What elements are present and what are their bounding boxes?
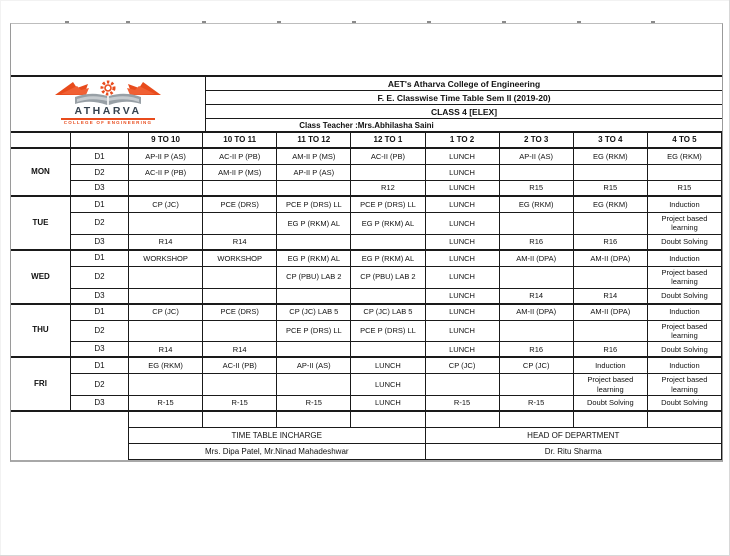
- timetable-cell: [203, 289, 277, 305]
- timetable-cell: [277, 181, 351, 197]
- empty-cell: [500, 412, 574, 428]
- timetable-cell: [129, 321, 203, 343]
- timetable-cell: EG (RKM): [574, 149, 648, 165]
- timetable-cell: CP (JC): [500, 358, 574, 374]
- logo-cell: [11, 77, 206, 131]
- empty-cell: [129, 412, 203, 428]
- empty-cell: [351, 412, 425, 428]
- timetable-cell: AM-II P (MS): [203, 165, 277, 181]
- timetable-sheet: [10, 23, 723, 462]
- session-label: D1: [71, 358, 129, 374]
- timetable-cell: PCE P (DRS) LL: [277, 321, 351, 343]
- timetable-cell: PCE P (DRS) LL: [351, 321, 425, 343]
- timetable-cell: [426, 374, 500, 396]
- timetable-cell: PCE (DRS): [203, 197, 277, 213]
- timetable-cell: R15: [574, 181, 648, 197]
- day-label: FRI: [11, 358, 71, 412]
- timetable-cell: LUNCH: [426, 197, 500, 213]
- grid-corner-session: [71, 133, 129, 149]
- timetable-incharge-names: Mrs. Dipa Patel, Mr.Ninad Mahadeshwar: [129, 444, 426, 460]
- timetable-cell: EG P (RKM) AL: [277, 251, 351, 267]
- timetable-cell: LUNCH: [426, 165, 500, 181]
- timetable-cell: AP-II P (AS): [129, 149, 203, 165]
- timetable-cell: [203, 374, 277, 396]
- timetable-cell: R-15: [277, 396, 351, 412]
- timetable-cell: Doubt Solving: [648, 342, 722, 358]
- timetable-cell: [129, 289, 203, 305]
- timetable-cell: R16: [574, 235, 648, 251]
- timetable-cell: EG (RKM): [129, 358, 203, 374]
- timetable-cell: Project based learning: [574, 374, 648, 396]
- timetable-cell: CP (JC): [129, 197, 203, 213]
- timetable-cell: [129, 374, 203, 396]
- timetable-cell: LUNCH: [351, 374, 425, 396]
- timetable-cell: LUNCH: [426, 213, 500, 235]
- session-label: D3: [71, 289, 129, 305]
- timetable-cell: LUNCH: [426, 235, 500, 251]
- timetable-cell: WORKSHOP: [129, 251, 203, 267]
- grid-corner-day: [11, 133, 71, 149]
- timetable-cell: [129, 213, 203, 235]
- timetable-cell: [500, 267, 574, 289]
- timetable-cell: LUNCH: [426, 321, 500, 343]
- session-label: D1: [71, 149, 129, 165]
- timetable-cell: LUNCH: [426, 149, 500, 165]
- time-header: 11 TO 12: [277, 133, 351, 149]
- timetable-cell: PCE P (DRS) LL: [351, 197, 425, 213]
- day-label: WED: [11, 251, 71, 305]
- timetable-cell: [203, 213, 277, 235]
- timetable-cell: LUNCH: [426, 305, 500, 321]
- timetable-cell: EG (RKM): [648, 149, 722, 165]
- session-label: D1: [71, 197, 129, 213]
- timetable-cell: PCE (DRS): [203, 305, 277, 321]
- time-header: 1 TO 2: [426, 133, 500, 149]
- timetable-cell: LUNCH: [426, 289, 500, 305]
- timetable-incharge-title: TIME TABLE INCHARGE: [129, 428, 426, 444]
- timetable-cell: R-15: [129, 396, 203, 412]
- timetable-cell: [277, 342, 351, 358]
- timetable-cell: R14: [203, 235, 277, 251]
- timetable-cell: R14: [203, 342, 277, 358]
- timetable-cell: R-15: [426, 396, 500, 412]
- timetable-cell: CP (JC) LAB 5: [277, 305, 351, 321]
- timetable-cell: Project based learning: [648, 374, 722, 396]
- empty-cell: [203, 412, 277, 428]
- timetable-cell: EG P (RKM) AL: [351, 213, 425, 235]
- timetable-cell: [129, 181, 203, 197]
- time-header: 2 TO 3: [500, 133, 574, 149]
- timetable-cell: AC-II P (PB): [203, 149, 277, 165]
- timetable-cell: EG (RKM): [574, 197, 648, 213]
- empty-cell: [426, 412, 500, 428]
- timetable-cell: LUNCH: [426, 251, 500, 267]
- session-label: D3: [71, 396, 129, 412]
- time-header: 4 TO 5: [648, 133, 722, 149]
- timetable-cell: AM-II (DPA): [500, 251, 574, 267]
- timetable-cell: LUNCH: [351, 358, 425, 374]
- timetable-cell: AP-II P (AS): [277, 165, 351, 181]
- time-header: 10 TO 11: [203, 133, 277, 149]
- timetable-cell: Doubt Solving: [574, 396, 648, 412]
- timetable-cell: [648, 165, 722, 181]
- session-label: D2: [71, 213, 129, 235]
- timetable-cell: WORKSHOP: [203, 251, 277, 267]
- timetable-cell: R16: [574, 342, 648, 358]
- timetable-cell: EG P (RKM) AL: [277, 213, 351, 235]
- timetable-cell: Induction: [648, 358, 722, 374]
- session-label: D3: [71, 235, 129, 251]
- time-header: 9 TO 10: [129, 133, 203, 149]
- class-title: CLASS 4 [ELEX]: [206, 105, 722, 119]
- timetable-cell: AC-II (PB): [351, 149, 425, 165]
- timetable-cell: [203, 321, 277, 343]
- empty-cell: [574, 412, 648, 428]
- timetable-cell: Induction: [648, 305, 722, 321]
- timetable-cell: R15: [648, 181, 722, 197]
- timetable-cell: CP (JC) LAB 5: [351, 305, 425, 321]
- empty-cell: [648, 412, 722, 428]
- timetable-cell: [351, 289, 425, 305]
- timetable-cell: LUNCH: [426, 181, 500, 197]
- timetable-cell: [500, 374, 574, 396]
- session-label: D1: [71, 251, 129, 267]
- timetable-cell: R-15: [500, 396, 574, 412]
- session-label: D3: [71, 342, 129, 358]
- timetable-cell: [351, 342, 425, 358]
- timetable-cell: LUNCH: [351, 396, 425, 412]
- timetable-cell: [129, 267, 203, 289]
- timetable-cell: AC-II P (PB): [129, 165, 203, 181]
- class-teacher: Class Teacher :Mrs.Abhilasha Saini: [299, 120, 434, 130]
- timetable-cell: [500, 213, 574, 235]
- session-label: D2: [71, 374, 129, 396]
- timetable-cell: [574, 321, 648, 343]
- timetable-cell: Project based learning: [648, 213, 722, 235]
- day-label: THU: [11, 305, 71, 359]
- timetable-cell: [203, 181, 277, 197]
- timetable-cell: [351, 235, 425, 251]
- time-header: 12 TO 1: [351, 133, 425, 149]
- timetable-cell: EG P (RKM) AL: [351, 251, 425, 267]
- timetable-cell: R12: [351, 181, 425, 197]
- timetable-cell: AM-II P (MS): [277, 149, 351, 165]
- timetable-grid: [11, 133, 722, 460]
- session-label: D2: [71, 321, 129, 343]
- timetable-cell: R14: [574, 289, 648, 305]
- timetable-title: F. E. Classwise Time Table Sem II (2019-20): [206, 91, 722, 105]
- college-title: AET's Atharva College of Engineering: [206, 77, 722, 91]
- timetable-cell: Induction: [574, 358, 648, 374]
- logo-subtitle: COLLEGE OF ENGINEERING: [63, 119, 153, 125]
- timetable-cell: Doubt Solving: [648, 289, 722, 305]
- timetable-cell: AM-II (DPA): [574, 305, 648, 321]
- timetable-cell: R14: [500, 289, 574, 305]
- timetable-cell: [574, 267, 648, 289]
- timetable-cell: EG (RKM): [500, 197, 574, 213]
- day-label: TUE: [11, 197, 71, 251]
- timetable-cell: Doubt Solving: [648, 235, 722, 251]
- footer-spacer: [11, 412, 129, 460]
- timetable-cell: [351, 165, 425, 181]
- time-header: 3 TO 4: [574, 133, 648, 149]
- header-band: [11, 77, 722, 133]
- session-label: D2: [71, 165, 129, 181]
- timetable-cell: [277, 289, 351, 305]
- timetable-cell: [277, 374, 351, 396]
- timetable-cell: [574, 165, 648, 181]
- timetable-cell: [203, 267, 277, 289]
- timetable-cell: LUNCH: [426, 267, 500, 289]
- timetable-cell: R14: [129, 235, 203, 251]
- timetable-cell: Induction: [648, 251, 722, 267]
- timetable-cell: AM-II (DPA): [574, 251, 648, 267]
- timetable-cell: R-15: [203, 396, 277, 412]
- session-label: D3: [71, 181, 129, 197]
- timetable-cell: [277, 235, 351, 251]
- hod-title: HEAD OF DEPARTMENT: [426, 428, 723, 444]
- timetable-cell: R16: [500, 342, 574, 358]
- session-label: D1: [71, 305, 129, 321]
- timetable-cell: [500, 165, 574, 181]
- logo-emblem-icon: [53, 79, 163, 107]
- top-empty-strip: [11, 24, 722, 77]
- timetable-cell: R14: [129, 342, 203, 358]
- timetable-cell: [574, 213, 648, 235]
- timetable-cell: CP (PBU) LAB 2: [351, 267, 425, 289]
- timetable-cell: CP (PBU) LAB 2: [277, 267, 351, 289]
- day-label: MON: [11, 149, 71, 197]
- timetable-cell: Induction: [648, 197, 722, 213]
- timetable-cell: Project based learning: [648, 321, 722, 343]
- timetable-cell: R15: [500, 181, 574, 197]
- timetable-cell: CP (JC): [426, 358, 500, 374]
- timetable-cell: CP (JC): [129, 305, 203, 321]
- timetable-cell: AM-II (DPA): [500, 305, 574, 321]
- session-label: D2: [71, 267, 129, 289]
- timetable-cell: [500, 321, 574, 343]
- timetable-cell: AP-II (AS): [500, 149, 574, 165]
- timetable-cell: LUNCH: [426, 342, 500, 358]
- timetable-cell: Project based learning: [648, 267, 722, 289]
- timetable-cell: AP-II (AS): [277, 358, 351, 374]
- empty-cell: [277, 412, 351, 428]
- atharva-logo-icon: [43, 79, 173, 125]
- timetable-cell: PCE P (DRS) LL: [277, 197, 351, 213]
- timetable-cell: AC-II (PB): [203, 358, 277, 374]
- timetable-cell: R16: [500, 235, 574, 251]
- hod-name: Dr. Ritu Sharma: [426, 444, 723, 460]
- logo-name: ATHARVA: [74, 105, 142, 117]
- timetable-cell: Doubt Solving: [648, 396, 722, 412]
